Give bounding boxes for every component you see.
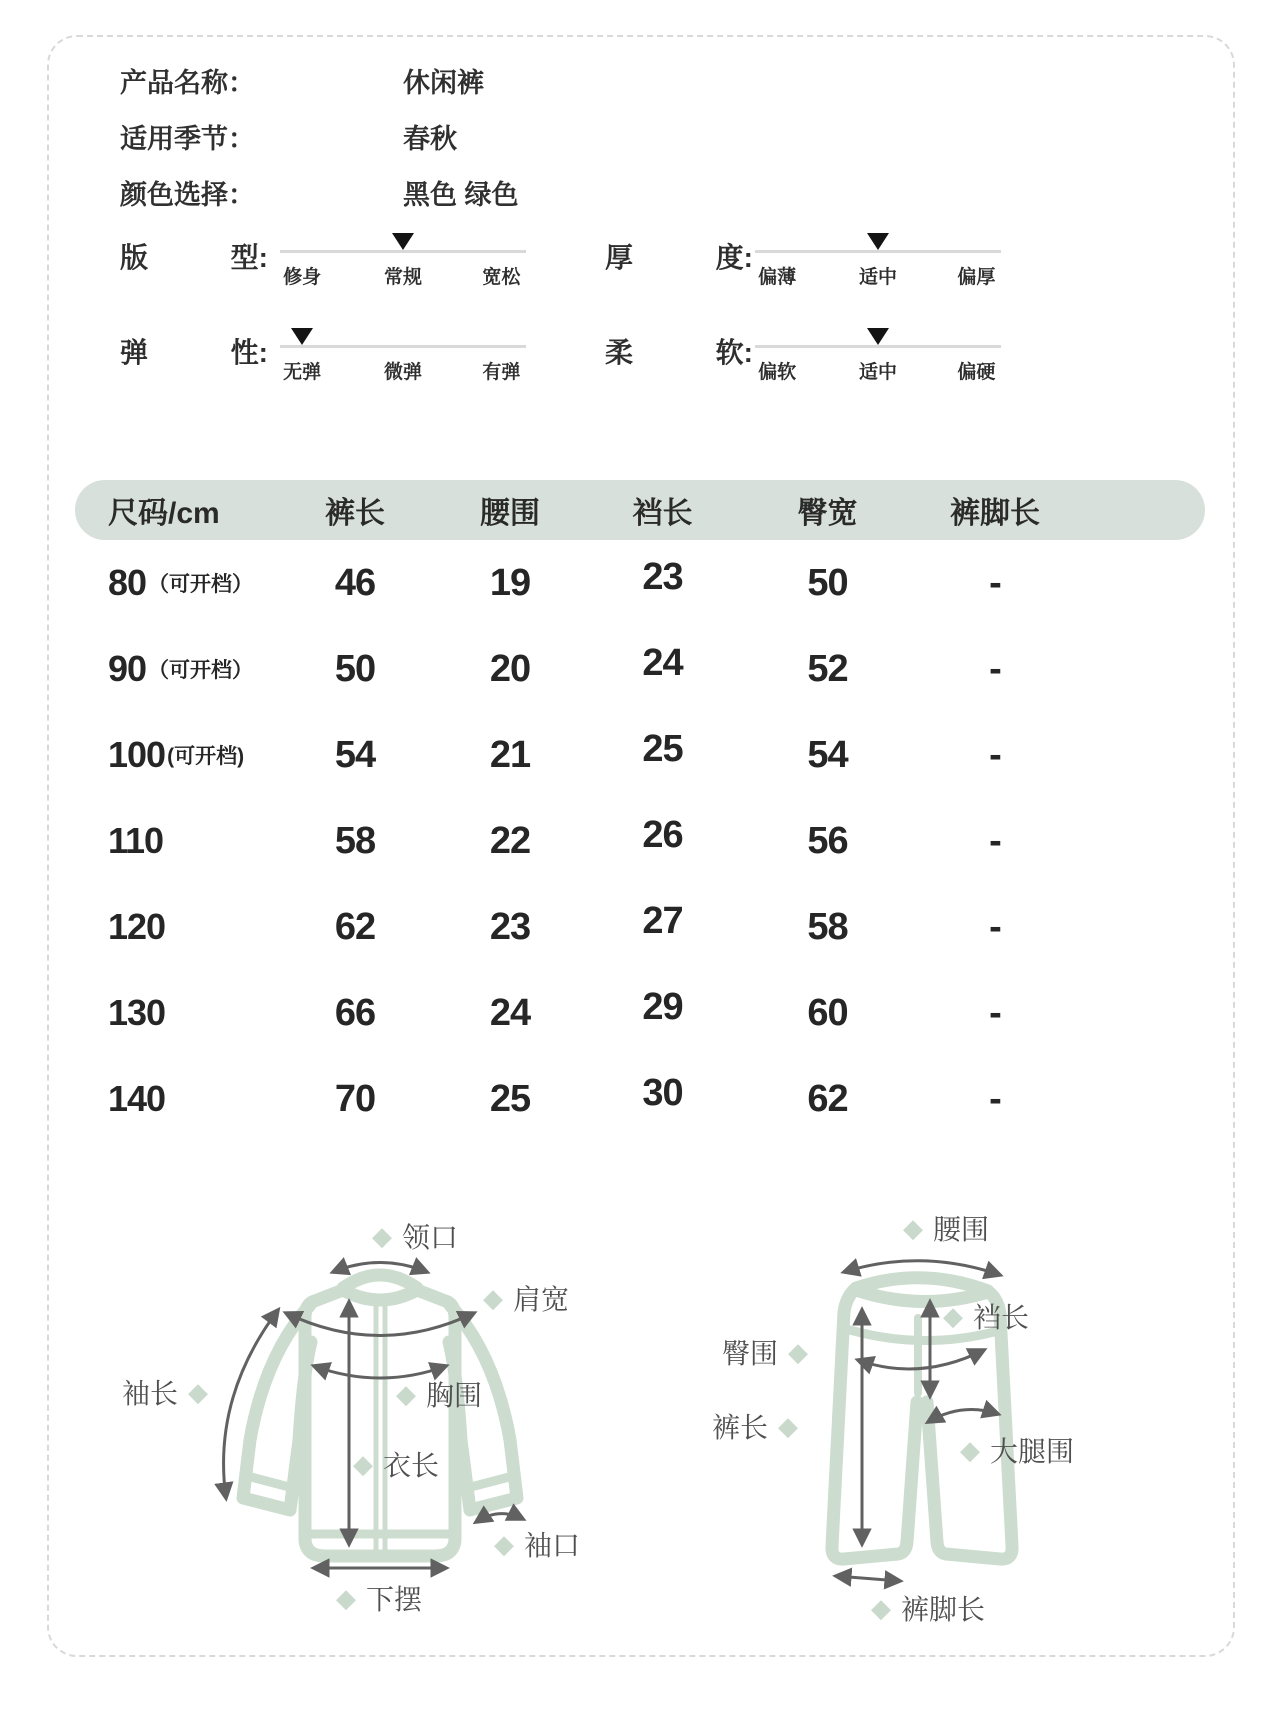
value-cell: 25 — [642, 727, 683, 770]
value-cell: 54 — [807, 733, 848, 776]
table-row — [75, 1056, 1205, 1142]
fit-option: 修身 — [283, 267, 322, 288]
season-label: 适用季节： — [120, 124, 255, 154]
value-cell: 58 — [334, 819, 376, 862]
diamond-icon — [871, 1595, 891, 1621]
pants-diagram — [660, 1150, 1160, 1630]
value-cell: 20 — [489, 647, 531, 690]
measure-label-hem: ◆ 下摆 — [336, 1578, 422, 1618]
value-cell: 60 — [807, 991, 848, 1034]
value-cell: - — [989, 647, 1001, 690]
column-header: 臀宽 — [797, 497, 858, 530]
elasticity-option: 微弹 — [383, 362, 423, 383]
thickness-option: 偏薄 — [758, 267, 797, 288]
diamond-icon — [960, 1437, 980, 1463]
measure-label-pants-length: ◆ 裤长 — [712, 1406, 798, 1446]
fit-slider — [280, 230, 526, 296]
elasticity-option: 无弹 — [283, 362, 322, 383]
measure-label-sleeve-length: ◆ 袖长 — [122, 1372, 208, 1412]
fit-option: 宽松 — [482, 267, 521, 288]
elasticity-marker-icon — [291, 328, 313, 345]
measure-label-garment-length: ◆ 衣长 — [353, 1444, 439, 1484]
thickness-marker-icon — [867, 233, 889, 250]
size-cell: 110 — [108, 820, 164, 861]
diamond-icon — [336, 1585, 356, 1611]
column-header: 裤长 — [325, 497, 385, 530]
measure-label-leg-opening: ◆ 裤脚长 — [871, 1588, 985, 1628]
diamond-icon — [396, 1381, 416, 1407]
value-cell: 46 — [334, 561, 376, 604]
column-header: 腰围 — [480, 497, 540, 530]
value-cell: 24 — [489, 991, 531, 1034]
value-cell: 30 — [642, 1071, 683, 1114]
value-cell: 24 — [642, 641, 683, 684]
fit-marker-icon — [392, 233, 414, 250]
jacket-diagram — [100, 1150, 580, 1630]
size-cell: 120 — [108, 906, 166, 947]
value-cell: 62 — [334, 905, 376, 948]
elasticity-slider — [280, 325, 526, 391]
value-cell: 56 — [807, 819, 848, 862]
diamond-icon — [372, 1223, 392, 1249]
measure-label-waist: ◆ 腰围 — [903, 1208, 989, 1248]
size-cell: 80 （可开档） — [108, 562, 254, 603]
value-cell: 70 — [334, 1077, 376, 1120]
value-cell: 58 — [807, 905, 848, 948]
table-row — [75, 626, 1205, 712]
size-cell: 130 — [108, 992, 166, 1033]
column-header: 裆长 — [632, 497, 693, 530]
thickness-slider — [755, 230, 1001, 296]
value-cell: - — [989, 905, 1001, 948]
diamond-icon — [943, 1303, 963, 1329]
product-name-row — [120, 61, 484, 98]
thickness-option: 适中 — [858, 267, 898, 288]
table-row — [75, 970, 1205, 1056]
column-header: 裤脚长 — [950, 497, 1040, 530]
size-cell: 100 (可开档) — [108, 734, 245, 775]
table-row — [75, 712, 1205, 798]
product-name-value: 休闲裤 — [403, 68, 484, 98]
diamond-icon — [788, 1339, 808, 1365]
diamond-icon — [483, 1285, 503, 1311]
softness-option: 适中 — [858, 362, 898, 383]
measure-label-shoulder-width: ◆ 肩宽 — [483, 1278, 569, 1318]
diamond-icon — [188, 1379, 208, 1405]
value-cell: 62 — [807, 1077, 848, 1120]
measure-label-hip: ◆ 臀围 — [722, 1332, 808, 1372]
fit-label: 版 型: — [120, 242, 268, 273]
value-cell: - — [989, 819, 1001, 862]
color-label: 颜色选择： — [120, 180, 255, 210]
diamond-icon — [778, 1413, 798, 1439]
value-cell: 27 — [642, 899, 683, 942]
column-header: 尺码/cm — [108, 497, 220, 530]
value-cell: 66 — [334, 991, 376, 1034]
thickness-track — [755, 250, 1001, 253]
value-cell: - — [989, 1077, 1001, 1120]
softness-track — [755, 345, 1001, 348]
fit-track — [280, 250, 526, 253]
softness-option: 偏软 — [758, 362, 797, 383]
softness-label: 柔 软: — [605, 337, 753, 368]
season-row — [120, 117, 457, 154]
value-cell: 21 — [489, 733, 531, 776]
value-cell: 19 — [489, 561, 531, 604]
value-cell: 52 — [807, 647, 848, 690]
diamond-icon — [903, 1215, 923, 1241]
elasticity-label: 弹 性: — [120, 337, 268, 368]
season-value: 春秋 — [403, 124, 457, 154]
value-cell: - — [989, 733, 1001, 776]
value-cell: 23 — [489, 905, 531, 948]
value-cell: 25 — [489, 1077, 531, 1120]
softness-slider — [755, 325, 1001, 391]
elasticity-option: 有弹 — [482, 362, 521, 383]
softness-option: 偏硬 — [957, 362, 996, 383]
measure-label-crotch-length: ◆ 裆长 — [943, 1296, 1029, 1336]
thickness-label: 厚 度: — [605, 242, 753, 273]
value-cell: 50 — [807, 561, 848, 604]
product-name-label: 产品名称： — [120, 68, 255, 98]
measure-label-neckline: ◆ 领口 — [372, 1216, 458, 1256]
value-cell: - — [989, 991, 1001, 1034]
size-cell: 90 （可开档） — [108, 648, 254, 689]
size-cell: 140 — [108, 1078, 166, 1119]
table-row — [75, 798, 1205, 884]
softness-marker-icon — [867, 328, 889, 345]
value-cell: - — [989, 561, 1001, 604]
value-cell: 23 — [642, 555, 683, 598]
size-table-header — [75, 480, 1205, 540]
elasticity-track — [280, 345, 526, 348]
value-cell: 50 — [334, 647, 376, 690]
measure-label-cuff: ◆ 袖口 — [494, 1524, 580, 1564]
fit-option: 常规 — [383, 267, 423, 288]
value-cell: 22 — [489, 819, 531, 862]
table-row — [75, 540, 1205, 626]
thickness-option: 偏厚 — [957, 267, 996, 288]
color-row — [120, 173, 519, 210]
diamond-icon — [353, 1451, 373, 1477]
color-value: 黑色 绿色 — [403, 180, 519, 210]
table-row — [75, 884, 1205, 970]
value-cell: 26 — [642, 813, 683, 856]
diamond-icon — [494, 1531, 514, 1557]
measure-label-thigh: ◆ 大腿围 — [960, 1430, 1074, 1470]
value-cell: 29 — [642, 985, 683, 1028]
measure-label-chest: ◆ 胸围 — [396, 1374, 482, 1414]
value-cell: 54 — [334, 733, 376, 776]
